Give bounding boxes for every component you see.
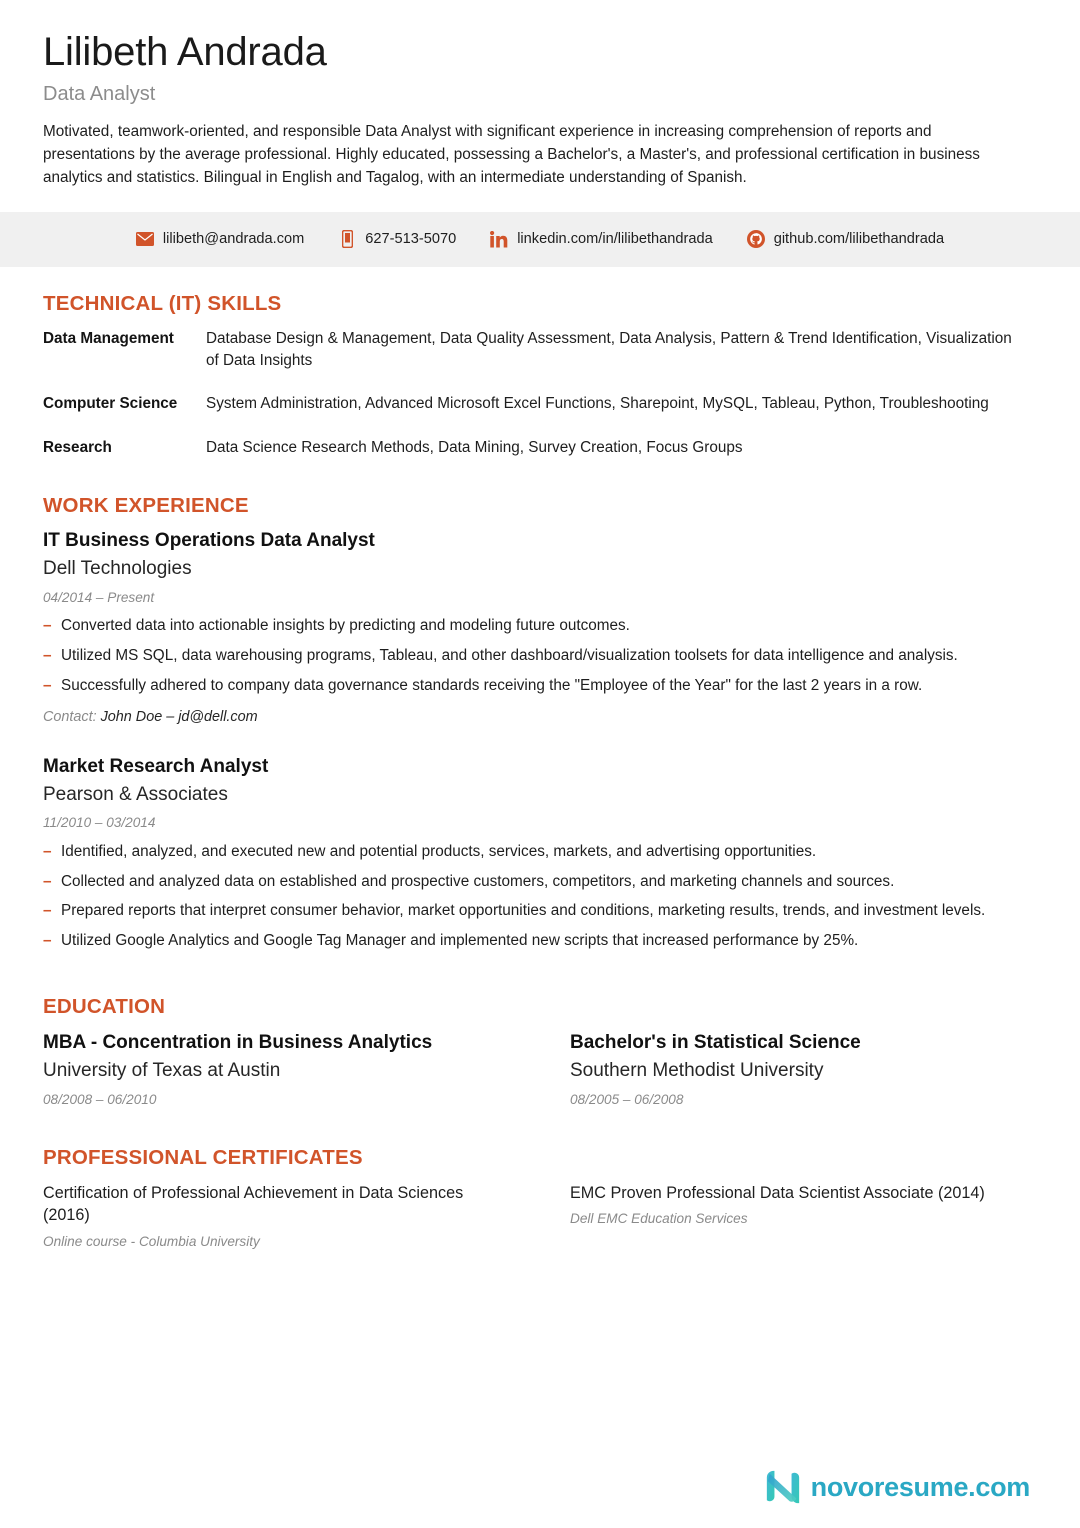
email-icon xyxy=(136,230,154,248)
header-summary: Motivated, teamwork-oriented, and responsible Data Analyst with significant experience in increasing comprehension of reports and presentations by the average professional. Highly educated, possessing a Bachelor's, a Master's, and professional certification in business analytics and statistics. Bilingual in English and Tagalog, with an intermediate understanding of Spanish. xyxy=(43,122,980,187)
job-bullet-text: Collected and analyzed data on established and prospective customers, competitors, and marketing channels and sources. xyxy=(61,872,895,890)
section-title-work: WORK EXPERIENCE xyxy=(43,493,249,517)
bullet-dash-icon: – xyxy=(43,676,52,694)
contact-item-linkedin[interactable] xyxy=(490,230,713,248)
contact-linkedin-text: linkedin.com/in/lilibethandrada xyxy=(517,231,713,248)
novoresume-wordmark: novoresume.com xyxy=(810,1471,1030,1502)
job-reference-value: John Doe – jd@dell.com xyxy=(100,709,258,726)
job-bullet-list xyxy=(43,615,1025,697)
job-bullet-text: Utilized Google Analytics and Google Tag Manager and implemented new scripts that increased performance by 25%. xyxy=(61,931,859,949)
section-work-experience xyxy=(0,495,1080,953)
job-bullet xyxy=(43,615,1025,638)
novoresume-n-logo-icon xyxy=(764,1468,802,1506)
contact-bar xyxy=(0,212,1080,267)
job-company: Dell Technologies xyxy=(43,558,192,580)
job-company: Pearson & Associates xyxy=(43,783,228,805)
github-icon xyxy=(747,230,765,248)
bullet-dash-icon: – xyxy=(43,931,52,949)
certificate-name: EMC Proven Professional Data Scientist Associate (2014) xyxy=(570,1183,985,1202)
skill-label: Computer Science xyxy=(43,395,178,413)
section-technical-skills xyxy=(0,293,1080,459)
certificate-issuer: Dell EMC Education Services xyxy=(570,1211,748,1227)
job-reference-label: Contact: xyxy=(43,709,97,726)
skill-label: Data Management xyxy=(43,330,174,348)
skill-value: System Administration, Advanced Microsoft Excel Functions, Sharepoint, MySQL, Tableau, Python, Troubleshooting xyxy=(206,395,989,413)
skill-row xyxy=(43,393,1025,415)
education-degree: Bachelor's in Statistical Science xyxy=(570,1031,861,1053)
page-title: Lilibeth Andrada xyxy=(43,30,327,74)
bullet-dash-icon: – xyxy=(43,842,52,860)
certificate-entry xyxy=(43,1182,570,1251)
job-bullet-text: Successfully adhered to company data governance standards receiving the "Employee of the Year" for the last 2 years in a row. xyxy=(61,676,923,694)
skill-label: Research xyxy=(43,438,112,456)
job-bullet-text: Prepared reports that interpret consumer behavior, market opportunities and conditions, marketing results, trends, and investment levels. xyxy=(61,902,986,920)
education-dates: 08/2005 – 06/2008 xyxy=(570,1092,684,1108)
certificate-entry xyxy=(570,1182,1080,1251)
job-dates: 04/2014 – Present xyxy=(43,589,155,605)
job-role: Market Research Analyst xyxy=(43,755,269,777)
job-bullet-text: Identified, analyzed, and executed new and potential products, services, markets, and advertising opportunities. xyxy=(61,842,817,860)
header-job-title: Data Analyst xyxy=(43,82,156,105)
job-bullet xyxy=(43,930,1025,953)
education-dates: 08/2008 – 06/2010 xyxy=(43,1092,157,1108)
section-title-skills: TECHNICAL (IT) SKILLS xyxy=(43,291,282,315)
job-reference xyxy=(43,708,1025,727)
bullet-dash-icon: – xyxy=(43,646,52,664)
bullet-dash-icon: – xyxy=(43,902,52,920)
section-education xyxy=(0,996,1080,1109)
contact-item-email[interactable] xyxy=(136,230,304,248)
contact-item-github[interactable] xyxy=(747,230,944,248)
certificate-name: Certification of Professional Achievement in Data Sciences (2016) xyxy=(43,1183,464,1225)
phone-icon xyxy=(338,230,356,248)
work-entry xyxy=(43,529,1025,727)
section-title-education: EDUCATION xyxy=(43,995,166,1019)
education-school: University of Texas at Austin xyxy=(43,1059,281,1081)
job-bullet xyxy=(43,645,1025,668)
job-bullet xyxy=(43,900,1025,923)
skills-table xyxy=(43,328,1025,459)
bullet-dash-icon: – xyxy=(43,617,52,635)
job-bullet-text: Utilized MS SQL, data warehousing programs, Tableau, and other dashboard/visualization toolsets for data intelligence and analysis. xyxy=(61,646,958,664)
contact-github-text: github.com/lilibethandrada xyxy=(773,231,945,248)
education-columns xyxy=(43,1031,1025,1109)
job-bullet-text: Converted data into actionable insights by predicting and modeling future outcomes. xyxy=(61,617,630,635)
certificate-issuer: Online course - Columbia University xyxy=(43,1233,260,1249)
novoresume-footer-logo[interactable] xyxy=(764,1468,1030,1506)
education-entry xyxy=(570,1031,1080,1109)
contact-phone-text: 627-513-5070 xyxy=(365,231,457,248)
education-entry xyxy=(43,1031,570,1109)
job-bullet xyxy=(43,841,1025,864)
certificate-columns xyxy=(43,1182,1025,1251)
job-bullet xyxy=(43,871,1025,894)
contact-item-phone[interactable] xyxy=(338,230,456,248)
work-entry xyxy=(43,755,1025,953)
skill-value: Data Science Research Methods, Data Mining, Survey Creation, Focus Groups xyxy=(206,438,743,456)
education-degree: MBA - Concentration in Business Analytics xyxy=(43,1031,433,1053)
contact-email-text: lilibeth@andrada.com xyxy=(162,231,305,248)
job-bullet xyxy=(43,675,1025,698)
section-certificates xyxy=(0,1147,1080,1251)
job-role: IT Business Operations Data Analyst xyxy=(43,530,375,552)
linkedin-icon xyxy=(490,230,508,248)
bullet-dash-icon: – xyxy=(43,872,52,890)
skill-value: Database Design & Management, Data Quality Assessment, Data Analysis, Pattern & Trend Identification, Visualization of Data Insights xyxy=(206,330,1012,370)
job-bullet-list xyxy=(43,841,1025,953)
skill-row xyxy=(43,437,1025,459)
job-dates: 11/2010 – 03/2014 xyxy=(43,815,156,831)
skill-row xyxy=(43,328,1025,372)
section-title-certificates: PROFESSIONAL CERTIFICATES xyxy=(43,1145,363,1169)
education-school: Southern Methodist University xyxy=(570,1059,824,1081)
resume-header xyxy=(0,0,1080,190)
